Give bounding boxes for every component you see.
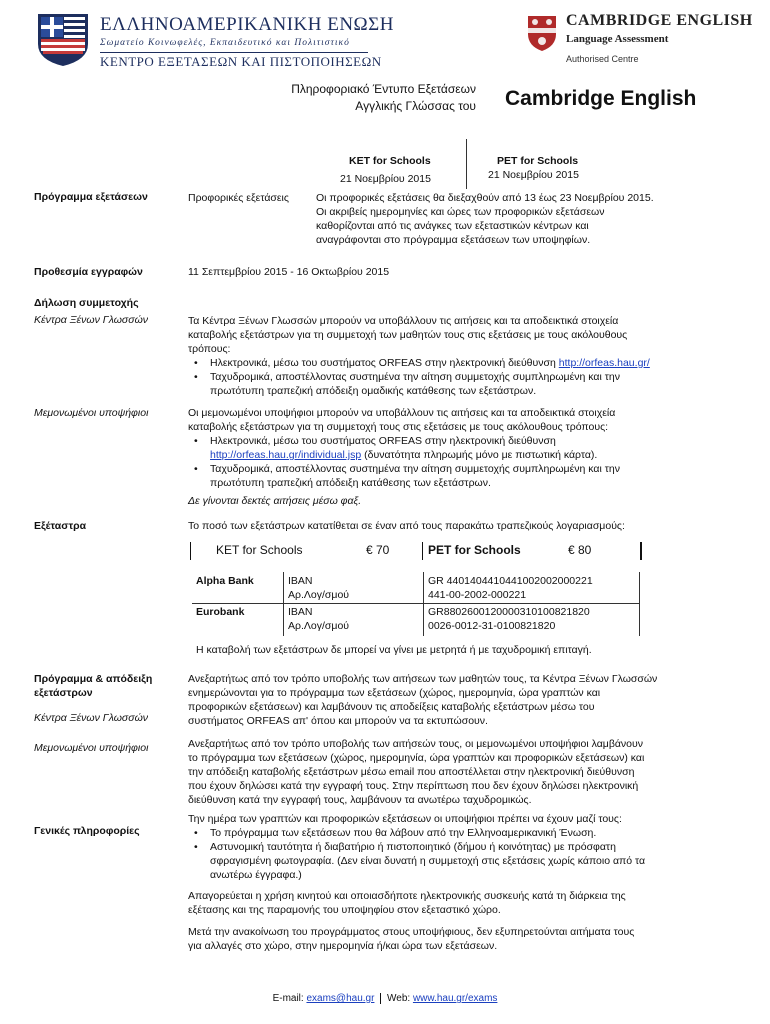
hau-subtitle: Σωματείο Κοινωφελές, Εκπαιδευτικό και Πολιτιστικό bbox=[100, 38, 350, 48]
bank-name-alpha: Alpha Bank bbox=[196, 575, 254, 587]
eurobank-acc: 0026-0012-31-0100821820 bbox=[428, 620, 556, 632]
deadline-value: 11 Σεπτεμβρίου 2015 - 16 Οκτωβρίου 2015 bbox=[188, 266, 390, 278]
pet-label: PET for Schools bbox=[497, 155, 579, 167]
hau-name: ΕΛΛΗΝΟΑΜΕΡΙΚΑΝΙΚΗ ΕΝΩΣΗ bbox=[100, 14, 394, 35]
doc-title-line1: Πληροφοριακό Έντυπο Εξετάσεων bbox=[291, 82, 476, 96]
list-item: • Αστυνομική ταυτότητα ή διαβατήριο ή πιστοποιητικό (δήμου ή κοινότητας) με πρόσφατη σφραγισμένη φωτογραφία. (Δεν είναι δυνατή η συμμετοχή στις εξετάσεις χωρίς κάποιο από τα ανωτέρω έγγραφα.) bbox=[188, 840, 728, 882]
receipt-individuals-text: Ανεξαρτήτως από τον τρόπο υποβολής των αιτήσεών τους, οι μεμονωμένοι υποψήφιοι λαμβάνουν το πρόγραμμα των εξετάσεων (χώρος, ημερομηνία, ώρα γραπτών και προφορικών εξετάσεων) και την απόδειξη καταβολής εξετάστρων μέσω email που αποστέλλεται στην ηλεκτρονική διεύθυνση που έχουν δηλώσει κατά την εγγραφή τους. Στην περίπτωση που δεν έχουν δηλώσει ηλεκτρονική διεύθυνση κατά την εγγραφή τους, λαμβάνουν τα ανωτέρω ταχυδρομικώς. bbox=[188, 738, 645, 806]
pet-fee-label: PET for Schools bbox=[428, 543, 521, 557]
alpha-iban: GR 4401404410441002002000221 bbox=[428, 575, 593, 587]
receipt-centers-text: Ανεξαρτήτως από τον τρόπο υποβολής των αιτήσεων των μαθητών τους, τα Κέντρα Ξένων Γλωσσών ενημερώνονται για το πρόγραμμα των εξετάσεων (χώρος, ημερομηνία, ώρα γραπτών και προφορικών εξετάσεων) και λαμβάνουν τις αποδείξεις καταβολής εξετάστρων μέσω του συστήματος ORFEAS απ' όπου και μπορούν να τα εκτυπώσουν. bbox=[188, 673, 658, 727]
alpha-acc-label: Αρ.Λογ/σμού bbox=[288, 589, 350, 601]
table-vline-2 bbox=[423, 572, 424, 636]
list-item: • Ταχυδρομικά, αποστέλλοντας συστημένα την αίτηση συμμετοχής συμπληρωμένη και την πρωτότυπη τραπεζική απόδειξη ομαδικής κατάθεσης των εξετάστρων. bbox=[188, 370, 728, 398]
cambridge-logo bbox=[526, 12, 758, 64]
cambridge-subtitle: Language Assessment bbox=[566, 33, 669, 45]
table-hline bbox=[192, 603, 640, 604]
doc-title-line2: Αγγλικής Γλώσσας του bbox=[355, 99, 476, 113]
hau-center-name: ΚΕΝΤΡΟ ΕΞΕΤΑΣΕΩΝ ΚΑΙ ΠΙΣΤΟΠΟΙΗΣΕΩΝ bbox=[100, 54, 382, 69]
fee-box-left-border bbox=[190, 542, 191, 560]
ket-date: 21 Νοεμβρίου 2015 bbox=[340, 173, 431, 185]
fax-note: Δε γίνονται δεκτές αιτήσεις μέσω φαξ. bbox=[188, 495, 362, 507]
footer bbox=[0, 992, 770, 1006]
orfeas-link[interactable]: http://orfeas.hau.gr/ bbox=[558, 357, 650, 369]
centers-label: Κέντρα Ξένων Γλωσσών bbox=[34, 314, 149, 326]
eurobank-iban: GR8802600120000310100821820 bbox=[428, 606, 590, 618]
hau-logo bbox=[34, 10, 394, 72]
list-item: • Ηλεκτρονικά, μέσω του συστήματος ORFEAS στην ηλεκτρονική διεύθυνση http://orfeas.hau.gr/ bbox=[188, 356, 728, 370]
receipt-centers-label: Κέντρα Ξένων Γλωσσών bbox=[34, 712, 149, 724]
hau-divider bbox=[100, 52, 368, 53]
doc-title-big: Cambridge English bbox=[505, 87, 697, 110]
ket-fee-value: € 70 bbox=[366, 543, 390, 557]
fee-row bbox=[190, 540, 642, 562]
receipt-individuals-label: Μεμονωμένοι υποψήφιοι bbox=[34, 742, 149, 754]
alpha-iban-label: IBAN bbox=[288, 575, 313, 587]
bank-table bbox=[192, 572, 640, 636]
orfeas-individual-link[interactable]: http://orfeas.hau.gr/individual.jsp bbox=[210, 449, 362, 461]
list-item: • Ταχυδρομικά, αποστέλλοντας συστημένα την αίτηση συμμετοχής συμπληρωμένη και την πρωτότυπη τραπεζική απόδειξη κατάθεσης των εξετάστρων. bbox=[188, 462, 728, 490]
deadline-label: Προθεσμία εγγραφών bbox=[34, 266, 143, 278]
cambridge-centre: Authorised Centre bbox=[566, 54, 639, 64]
oral-text: Οι προφορικές εξετάσεις θα διεξαχθούν από 13 έως 23 Νοεμβρίου 2015. Οι ακριβείς ημερομηνίες και ώρες των προφορικών εξετάσεων καθορίζονται από τις ανάγκες των εξεταστικών κέντρων και αναγράφονται στο πρόγραμμα εξετάσεων των υποψηφίων. bbox=[316, 192, 654, 246]
ket-fee-label: KET for Schools bbox=[216, 543, 303, 557]
web-link[interactable]: www.hau.gr/exams bbox=[412, 993, 498, 1004]
email-link[interactable]: exams@hau.gr bbox=[306, 993, 375, 1004]
pet-date: 21 Νοεμβρίου 2015 bbox=[488, 169, 579, 181]
eurobank-acc-label: Αρ.Λογ/σμού bbox=[288, 620, 350, 632]
email-label: E-mail: bbox=[272, 993, 307, 1004]
individuals-text: Οι μεμονωμένοι υποψήφιοι μπορούν να υποβάλλουν τις αιτήσεις και τα αποδεικτικά στοιχεία καταβολής εξετάστρων για τη συμμετοχή τους στις εξετάσεις με τους ακόλουθους τρόπους: • Ηλεκτρονικά, μέσω του συστήματος ORFEAS στην ηλεκτρονική διεύθυνση http://orfeas.hau.gr/individual.jsp (δυνατότητα πληρωμής μόνο με πιστωτική κάρτα). • Ταχυδρομικά, αποστέλλοντας συστημένα την αίτηση συμμετοχής συμπληρωμένη και την πρωτότυπη τραπεζική απόδειξη κατάθεσης των εξετάστρων. Δε γίνονται δεκτές αιτήσεις μέσω φαξ. bbox=[188, 406, 728, 508]
individuals-label: Μεμονωμένοι υποψήφιοι bbox=[34, 407, 149, 419]
general-text: Την ημέρα των γραπτών και προφορικών εξετάσεων οι υποψήφιοι πρέπει να έχουν μαζί τους: • Το πρόγραμμα των εξετάσεων που θα λάβουν από την Ελληνοαμερικανική Ένωση. • Αστυνομική ταυτότητα ή διαβατήριο ή πιστοποιητικό (δήμου ή κοινότητας) με πρόσφατη σφραγισμένη φωτογραφία. (Δεν είναι δυνατή η συμμετοχή στις εξετάσεις χωρίς κάποιο από τα ανωτέρω έγγραφα.) Απαγορεύεται η χρήση κινητού και οποιασδήποτε ηλεκτρονικής συσκευής κατά τη διάρκεια της εξέτασης και της παραμονής του υποψηφίου στον εξεταστικό χώρο. Μετά την ανακοίνωση του προγράμματος στους υποψήφιους, δεν εξυπηρετούνται αιτήματα τους για αλλαγές στο χώρο, στην ημερομηνία ή/και ώρα των εξετάσεων. bbox=[188, 812, 728, 953]
fees-intro: Το ποσό των εξετάστρων κατατίθεται σε έναν από τους παρακάτω τραπεζικούς λογαριασμούς: bbox=[188, 520, 625, 532]
declaration-label: Δήλωση συμμετοχής bbox=[34, 297, 139, 309]
oral-label: Προφορικές εξετάσεις bbox=[188, 192, 289, 204]
ket-label: KET for Schools bbox=[349, 155, 431, 167]
fee-box-right-border bbox=[640, 542, 642, 560]
pet-fee-value: € 80 bbox=[568, 543, 592, 557]
footer-separator bbox=[380, 993, 381, 1004]
cambridge-title: CAMBRIDGE ENGLISH bbox=[566, 12, 753, 29]
list-item: • Ηλεκτρονικά, μέσω του συστήματος ORFEAS στην ηλεκτρονική διεύθυνση http://orfeas.hau.gr/individual.jsp (δυνατότητα πληρωμής μόνο με πιστωτική κάρτα). bbox=[188, 434, 728, 462]
eurobank-iban-label: IBAN bbox=[288, 606, 313, 618]
alpha-acc: 441-00-2002-000221 bbox=[428, 589, 527, 601]
fees-label: Εξέταστρα bbox=[34, 520, 87, 532]
changes-paragraph: Μετά την ανακοίνωση του προγράμματος στους υποψήφιους, δεν εξυπηρετούνται αιτήματα τους για αλλαγές στο χώρο, στην ημερομηνία ή/και ώρα των εξετάσεων. bbox=[188, 926, 635, 952]
general-label: Γενικές πληροφορίες bbox=[34, 825, 140, 837]
bank-name-eurobank: Eurobank bbox=[196, 606, 245, 618]
cambridge-shield-icon bbox=[526, 14, 558, 52]
list-item: • Το πρόγραμμα των εξετάσεων που θα λάβουν από την Ελληνοαμερικανική Ένωση. bbox=[188, 826, 728, 840]
centers-text: Τα Κέντρα Ξένων Γλωσσών μπορούν να υποβάλλουν τις αιτήσεις και τα αποδεικτικά στοιχεία καταβολής εξετάστρων για τη συμμετοχή των μαθητών τους στις εξετάσεις με τους ακόλουθους τρόπους: • Ηλεκτρονικά, μέσω του συστήματος ORFEAS στην ηλεκτρονική διεύθυνση http://orfeas.hau.gr/ • Ταχυδρομικά, αποστέλλοντας συστημένα την αίτηση συμμετοχής συμπληρωμένη και την πρωτότυπη τραπεζική απόδειξη ομαδικής κατάθεσης των εξετάστρων. bbox=[188, 314, 728, 398]
hau-emblem-icon bbox=[34, 10, 92, 68]
fees-note: Η καταβολή των εξετάστρων δε μπορεί να γίνει με μετρητά ή με ταχυδρομική επιταγή. bbox=[196, 644, 592, 656]
exam-divider bbox=[466, 139, 467, 189]
web-label: Web: bbox=[387, 993, 413, 1004]
phones-paragraph: Απαγορεύεται η χρήση κινητού και οποιασδήποτε ηλεκτρονικής συσκευής κατά τη διάρκεια της εξέτασης και της παραμονής του υποψηφίου στον εξεταστικό χώρο. bbox=[188, 890, 626, 916]
table-vline-1 bbox=[283, 572, 284, 636]
schedule-label: Πρόγραμμα εξετάσεων bbox=[34, 191, 148, 203]
receipt-label: Πρόγραμμα & απόδειξη εξετάστρων bbox=[34, 673, 153, 699]
fee-box-mid-border bbox=[422, 542, 423, 560]
table-vline-3 bbox=[639, 572, 640, 636]
